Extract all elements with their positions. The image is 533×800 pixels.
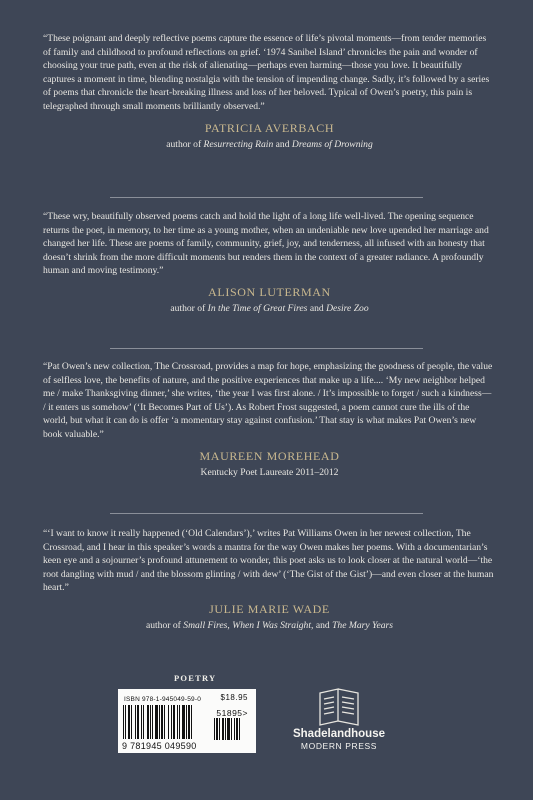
reviewer-name: JULIE MARIE WADE bbox=[209, 601, 330, 616]
attribution bbox=[43, 121, 496, 152]
divider bbox=[110, 513, 423, 514]
category-label: POETRY bbox=[174, 673, 217, 683]
blurb-text: “‘I want to know it really happened (‘Old Calendars’),’ writes Pat Williams Owen in her newest collection, The Crossroad, and I hear in this speaker’s words a mantra for the way Owen makes her poems. With a documentarian’s keen eye and a sojourner’s profound attunement to wonder, this poet asks us to look closer at the natural world—‘the root dangling with mud / and the blossom glinting / with dew’ (‘The Gist of the Gist’)—and even closer at the human heart.” bbox=[43, 528, 494, 594]
attribution bbox=[43, 449, 496, 480]
barcode-bar bbox=[240, 718, 242, 740]
book-title: Dreams of Drowning bbox=[291, 138, 373, 150]
blurb-text: “These poignant and deeply reflective poems capture the essence of life’s pivotal moments—from tender memories of family and childhood to profound reflections on grief. ‘1974 Sanibel Island’ chronicles the pain and wonder of choosing your true path, even at the risk of alienating—perhaps even harming—those you love. It beautifully captures a moment in time, blending nostalgia with the tension of impending change. Sadly, it’s followed by a series of poems that chronicle the heart-breaking illness and loss of her beloved. Typical of Owen’s poetry, this pain is telegraphed through small moments brilliantly observed.” bbox=[43, 33, 490, 112]
isbn-barcode bbox=[118, 689, 256, 753]
barcode-bars bbox=[123, 705, 207, 739]
blurb-luterman bbox=[43, 210, 496, 316]
book-title: In the Time of Great Fires bbox=[207, 302, 308, 314]
publisher-subtitle: MODERN PRESS bbox=[300, 741, 378, 751]
price-label: $18.95 bbox=[220, 693, 248, 702]
publisher-name: Shadelandhouse bbox=[292, 728, 386, 740]
blurb-averbach bbox=[43, 32, 496, 152]
blurb-text: “Pat Owen’s new collection, The Crossroad, provides a map for hope, emphasizing the goodness of people, the value of selfless love, the benefits of nature, and the positive experiences that make up a life.... ‘My new neighbor helped me / make Thanksgiving dinner,’ she writes, ‘the year I was first alone. / It’s impossible to forget / such a kindness— / it enters us somehow’ (‘It Becomes Part of Us’). As Robert Frost suggested, a poem cannot cure the ills of the world, but what it can do is offer ‘a momentary stay against confusion.’ That stay is what makes Pat Owen’s new book valuable.” bbox=[43, 361, 493, 440]
divider bbox=[110, 348, 423, 349]
book-title: The Mary Years bbox=[332, 619, 394, 631]
barcode-digits: 9 781945 049590 bbox=[122, 741, 197, 751]
book-title: Resurrecting Rain bbox=[203, 138, 274, 150]
reviewer-name: PATRICIA AVERBACH bbox=[204, 120, 335, 135]
book-title: Small Fires bbox=[183, 619, 228, 631]
reviewer-credit: author of Small Fires, When I Was Straight, and The Mary Years bbox=[145, 619, 394, 631]
blurb-wade bbox=[43, 527, 496, 633]
reviewer-credit: author of Resurrecting Rain and Dreams of Drowning bbox=[166, 138, 373, 150]
barcode-bar bbox=[192, 705, 194, 739]
publisher-logo bbox=[276, 728, 402, 752]
book-title: When I Was Straight bbox=[232, 619, 312, 631]
blurb-morehead bbox=[43, 360, 496, 480]
book-title: Desire Zoo bbox=[326, 302, 369, 314]
reviewer-name: ALISON LUTERMAN bbox=[208, 284, 331, 299]
reviewer-credit: Kentucky Poet Laureate 2011–2012 bbox=[200, 466, 339, 478]
publisher-logo-icon bbox=[316, 687, 362, 727]
isbn-label: ISBN 978-1-945049-59-0 bbox=[124, 696, 202, 703]
barcode-addon-bars bbox=[214, 718, 250, 740]
reviewer-credit: author of In the Time of Great Fires and Desire Zoo bbox=[170, 302, 369, 314]
price-addon-number: 51895> bbox=[216, 708, 248, 718]
attribution bbox=[43, 285, 496, 316]
divider bbox=[110, 197, 423, 198]
reviewer-name: MAUREEN MOREHEAD bbox=[199, 448, 340, 463]
blurb-text: “These wry, beautifully observed poems catch and hold the light of a long life well-lived. The opening sequence returns the poet, in memory, to her time as a young mother, when an undeniable new love upended her marriage and changed her life. These are poems of family, community, grief, joy, and tenderness, all infused with an honesty that doesn’t shrink from the more difficult moments but renders them in the context of a greater radiance. A profoundly human and moving testimony.” bbox=[43, 211, 489, 277]
attribution bbox=[43, 602, 496, 633]
